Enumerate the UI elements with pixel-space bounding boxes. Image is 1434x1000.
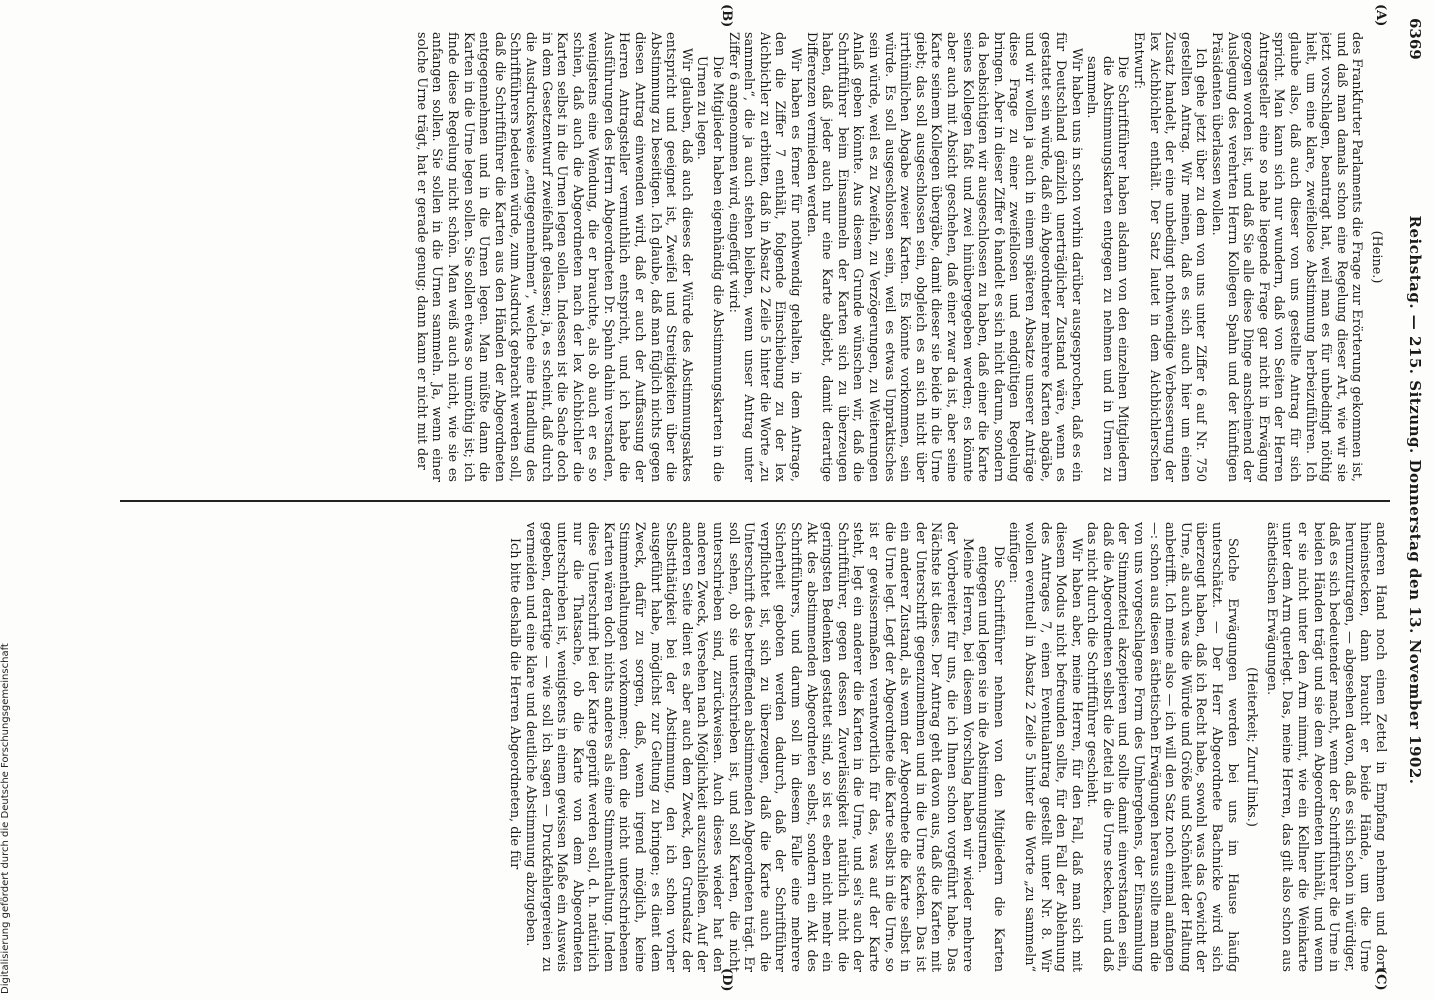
paragraph: des Frankfurter Parlaments die Frage zur Erörterung gekommen ist, und daß man damals schon eine Regelung dieser Art, wie wir sie jetzt vorschlagen, beantragt hat, weil man es für unbedingt nöthig hielt, um eine klare, zweifellose Abstimmung herbeizuführen. Ich glaube also, daß auch dieser von uns gestellte Antrag für sich spricht. Man kann sich nur wundern, daß von Seiten der Herren Antragsteller eine so nahe liegende Frage gar nicht in Erwägung gezogen worden ist, und daß Sie alle diese Dinge anscheinend der Auslegung des verehrten Herrn Kollegen Spahn und der künftigen Präsidenten überlassen wollen. — [1209, 32, 1365, 482]
paragraph: Solche Erwägungen werden bei uns im Hause häufig unterschätzt. — Der Herr Abgeordnete Bachnicke wird sich überzeugt haben, daß ich Recht habe, sowohl was das Gewicht der Urne, als auch was die Würde und Größe und Schönheit der Haltung anbetrifft. Ich meine also — ich will den Satz noch einmal anfangen —: schon aus diesen ästhetischen Erwägungen heraus sollte man die von uns vorgeschlagene Form des Umhergehens, der Einsammlung der Stimmzettel akzeptieren und sollte damit einverstanden sein, daß die Abgeordneten selbst die Zettel in die Urne stecken, und daß das nicht durch die Schriftführer geschieht. — [1084, 522, 1240, 972]
margin-marker-d: (D) — [719, 968, 734, 992]
paragraph: Die Schriftführer nehmen von den Mitgliedern die Karten entgegen und legen sie in die Abstimmungsurnen. — [975, 546, 1006, 972]
paragraph: (Heine.) — [1369, 230, 1384, 284]
paragraph: Meine Herren, bei diesem Vorschlag haben wir wieder mehrere der Vorbereiter für uns, die ich Ihnen schon vorgeführt habe. Das Nächste ist dieses. Der Antrag geht davon aus, daß die Karten mit der Unterschrift gegenzumehmen und in die Urne stecken. Das ist ein anderer Zustand, als wenn der Abgeordnete die Karte selbst in die Urne legt. Legt der Abgeordnete die Karte selbst in die Urne, so ist er gewissermaßen verantwortlich für das, was auf der Karte steht, legt ein anderer die Karten in die Urne, und sei's auch der Schriftführer, gegen dessen Zuverlässigkeit natürlich nicht die geringsten Bedenken gestattet sind, so ist es eben nicht mehr ein Akt des abstimmenden Abgeordneten selbst, sondern ein Akt des Schriftführers, und darum soll in diesem Falle eine mehrere Sicherheit geboten werden dadurch, daß der Schriftführer verpflichtet ist, sich zu überzeugen, daß die Karte auch die Unterschrift des betreffenden abstimmenden Abgeordneten trägt. Er soll sehen, ob sie unterschrieben ist, und soll Karten, die nicht unterschrieben sind, zurückweisen. Auch dieses wieder hat den anderen Zweck, Versehen nach Möglichkeit auszuschließen. Auf der anderen Seite dient es aber auch dem Zweck, den Grundsatz der Selbstthätigkeit bei der Abstimmung, den ich schon vorher ausgeführt habe, möglichst zur Geltung zu bringen; es dient dem Zweck, dafür zu sorgen, daß, wenn irgend möglich, keine Stimmenthaltungen vorkommen; denn die nicht unterschriebenen Karten wären doch nichts anderes als eine Stimmenthaltung. Indem diese Unterschrift bei der Karte geprüft werden soll, d. h. natürlich nur die Thatsache, ob die Karte von dem Abgeordneten unterschrieben ist, wenigstens in einem gewissen Maße ein Ausweis gegeben, derartige — wie soll ich sagen — Druckfehlergereien zu vermeiden und eine klare und deutliche Abstimmung abzugeben. — [522, 522, 975, 972]
right-column — [116, 522, 1388, 972]
paragraph: Wir glauben, daß auch dieses der Würde des Abstimmungsaktes entspricht und geeignet ist, Zweifel und Streitigkeiten über die Abstimmung zu beseitigen. Ich glaube, daß man füglich nichts gegen diesen Antrag einwenden wird, daß er auch der Auffassung der Herren Antragsteller vermuthlich entspricht, und ich habe die Ausführungen des Herrn Abgeordneten Dr. Spahn dahin verstanden, wenigstens eine Wendung, die er brauchte, als ob auch er es so schien, daß auch die Abgeordneten nach der lex Aichbichler die Karten selbst in die Urnen legen sollen. Indessen ist die Sache doch in dem Gesetzentwurf zweifelhaft gelassen; ja, es scheint, daß durch die Ausdrucksweise „entgegennehmen“, welche eine Handlung des Schriftführers bedeuten würde, zum Ausdruck gebracht werden soll, daß die Schriftführer die Karten aus den Händen der Abgeordneten entgegennehmen und in die Urnen legen. Man müßte dann die Karten in die Urne legen sollen. Sie sollen etwas so unnöthig ist; ich finde diese Regelung nicht schön. Man weiß auch nicht, wie sie es anfangen sollen. Sie sollen in die Urnen sammeln. Ja, wenn einer solche Urne trägt, hat er gerade genug; dann kann er nicht mit der — [413, 32, 694, 482]
paragraph: Die Schriftführer haben alsdann von den einzelnen Mitgliedern die Abstimmungskarten entgegen zu nehmen und in Urnen zu sammeln. — [1084, 56, 1131, 482]
paragraph: Die Mitglieder haben eigenhändig die Abstimmungskarten in die Urnen zu legen. — [694, 56, 726, 482]
paragraph: Wir haben uns in schon vorhin darüber ausgesprochen, daß es ein für Deutschland gänzlich unerträglicher Zustand wäre, wenn es gestattet sein würde, daß ein Abgeordneter mehrere Karten abgäbe, und wir wollen ja auch in einem späteren Absatze unserer Anträge diese Frage zu einer zweifellosen und endgültigen Regelung bringen. Aber in dieser Ziffer 6 handelt es sich nicht darum, sondern da beabsichtigen wir ausgeschlossen zu haben, daß einer die Karte seines Kollegen faßt und zwei hinübergegeben werden; es könnte aber auch mit Absicht geschehen, daß einer zwar da ist, aber seine Karte seinem Kollegen übergäbe, damit dieser sie beide in die Urne giebt; das soll ausgeschlossen sein, obgleich es an sich nicht über irrthümlichen Abgabe zweier Karten. Es könnte vorkommen, sein würde. Es soll ausgeschlossen sein, weil es etwas Unpraktisches sein würde, weil es zu Zweifeln, zu Verzögerungen, zu Weiterungen Anlaß geben könnte. Aus diesem Grunde wünschen wir, daß die Schriftführer beim Einsammeln der Karten sich zu überzeugen haben, daß jeder auch nur eine Karte abgiebt, damit derartige Differenzen vermieden werden. — [803, 32, 1084, 482]
left-column — [116, 32, 1388, 482]
running-header: Reichstag. — 215. Sitzung. Donnerstag den 13. November 1902. — [1406, 215, 1424, 785]
paragraph: Ich gehe jetzt über zu dem von uns unter Ziffer 6 auf Nr. 750 gestellten Antrag. Wir meinen, daß es sich auch hier um einen Zusatz handelt, der eine unbedingt nothwendige Verbesserung der lex Aichbichler enthält. Der Satz lautet in dem Aichbichlerschen Entwurf: — [1131, 32, 1209, 482]
page-number-left: 6369 — [1406, 18, 1424, 60]
paragraph: (Heiterkeit; Zuruf links.) — [1244, 667, 1260, 827]
paragraph: Wir haben es ferner für nothwendig gehalten, in dem Antrage, den die Ziffer 7 enthält, folgende Einschiebung zu der lex Aichbichler zu erbitten, daß in Absatz 2 Zeile 5 hinter die Worte „zu sammeln“, die ja auch stehen bleiben, wenn unser Antrag unter Ziffer 6 angenommen wird, eingefügt wird: — [725, 32, 804, 482]
paragraph: Ich bitte deshalb die Herren Abgeordneten, die für — [507, 538, 523, 870]
column-divider — [120, 500, 1390, 502]
margin-marker-b: (B) — [719, 4, 734, 28]
margin-marker-c: (C) — [1373, 968, 1388, 991]
paragraph: Wir haben aber, meine Herren, für den Fall, daß man sich mit diesem Modus nicht befreunden sollte, für den Fall der Ablehnung des Antrages 7, einen Eventualantrag gestellt unter Nr. 8. Wir wollen eventuell in Absatz 2 Zeile 5 hinter die Worte „zu sammeln“ einfügen: — [1006, 522, 1084, 972]
digitization-credit — [0, 614, 16, 994]
paragraph: anderen Hand noch einen Zettel in Empfang nehmen und dort hineinstecken, dann braucht er beide Hände, um die Urne herumzutragen, — abgesehen davon, daß es sich schon in würdiger, daß es sich bedeutender macht, wenn der Schriftführer die Urne in beiden Händen trägt und sie dem Abgeordneten hinhält, und wenn er sie nicht unter den Arm nimmt, wie ein Kellner die Weinkarte unter dem Arm querlegt. Das, meine Herren, das gilt also schon aus ästhetischen Erwägungen. — [1263, 522, 1388, 972]
digitization-credit-text: Digitalisierung gefördert durch die Deutsche Forschungsgemeinschaft — [0, 643, 11, 994]
margin-marker-a: (A) — [1373, 4, 1388, 27]
